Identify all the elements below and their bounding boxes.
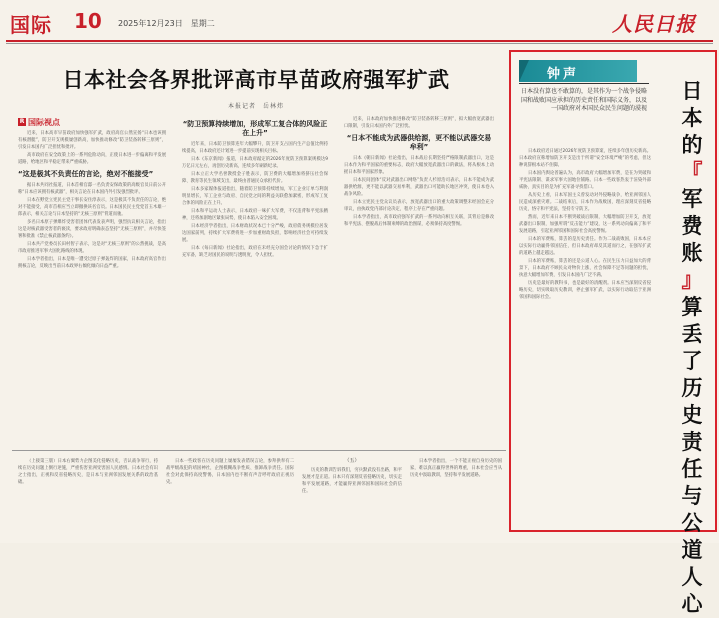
paragraph: 日本立正大学名誉教授金子胜表示，防卫费的大幅增加将挤压社会保障、教育等民生领域支出，最终由普通民众承担代价。 — [182, 172, 328, 184]
paragraph: 日本国内舆论普遍认为，高市政府大幅增加军费，是在为突破和平宪法限制、谋求军事大国地位铺路。日本一些政客热衷于渲染外部威胁，真实目的是为扩充军备寻找借口。 — [519, 171, 651, 190]
paragraph: 日本学者指出，高市政府强军扩武的一系列动向相互关联，其背后是修改和平宪法、摆脱战后体制束缚的政治图谋，必须保持高度警惕。 — [344, 215, 494, 227]
article-headline: 日本社会各界批评高市早苗政府强军扩武 — [62, 68, 450, 92]
paragraph: 日本政府近日通过2026年度防卫预算案，连续多年创历史新高。日本政府宣称增加防卫开支是出于所谓“安全环境严峻”的考虑，但这种说辞根本站不住脚。 — [519, 149, 651, 168]
paragraph: 日本《东京新闻》报道，日本政府敲定的2026年度防卫预算案规模达9万亿日元左右，再创历史新高，连续多年刷新纪录。 — [182, 157, 328, 169]
paragraph: 日本《每日新闻》社论指出，政府在未经充分国会讨论的情况下急于扩充军备，缺乏对国民的说明与透明度，令人担忧。 — [182, 246, 328, 258]
newspaper-masthead-logo: 人民日报 — [612, 12, 696, 36]
section-divider — [12, 450, 506, 451]
title-quote-open: 『 — [681, 160, 703, 184]
r-logo-icon: R — [19, 118, 25, 125]
paragraph: 近来，日本高市早苗政府加快强军扩武，政府高官公然宣扬“日本也该拥有核潜艇”，防卫开支规模屡创新高，加快推动修改“防卫装备转移三原则”，引发日本国内广泛担忧和批评。 — [18, 131, 166, 150]
article-column-1 — [18, 116, 166, 446]
paragraph: 高市政府在安全政策上的一系列危险动向，正使日本进一步偏离和平发展道路，给地区和平稳定带来严重威胁。 — [18, 153, 166, 165]
title-part: 军 费 账 — [681, 187, 703, 265]
header-divider-thin — [6, 43, 713, 44]
paragraph: （上接第三版）日本右翼势力企图美化侵略历史，否认战争罪行，持续在历史问题上倒行逆施，严重伤害亚洲受害国人民感情。日本社会有识之士指出，正视和反省侵略历史，是日本与亚洲邻国发展关系的政治基础。 — [18, 459, 158, 485]
page-number: 10 — [74, 9, 102, 33]
column-badge — [18, 118, 166, 126]
subheading: “日本不能成为武器供给源，更不能以武器交易牟利” — [346, 134, 492, 151]
paragraph: 日本多家媒体报道指出，随着防卫预算持续增加，军工企业订单与利润明显增长，军工企业与政府、自民党之间的利益关联愈加紧密，形成军工复合体的风险正在上升。 — [182, 187, 328, 206]
column-badge-label: 国际视点 — [28, 117, 60, 127]
article-column-3 — [344, 116, 494, 446]
paragraph: 日本学者指出，日本是唯一遭受过原子弹轰炸的国家，日本政府高官作出拥核言论，反映出当前日本政界右倾化倾向日益严重。 — [18, 257, 166, 269]
bottom-column-1 — [18, 458, 158, 543]
bottom-column-3 — [302, 458, 402, 543]
commentary-body — [519, 148, 651, 526]
bottom-column-4 — [410, 458, 502, 543]
paragraph: 日本和平运动人士表示，日本政府一味扩大军费，不仅违背和平宪法精神，还将加剧地区紧张局势，使日本陷入安全困境。 — [182, 209, 328, 221]
main-article — [6, 46, 506, 543]
page-header — [0, 0, 719, 44]
header-divider — [6, 40, 713, 42]
paragraph: 历史是最好的教科书，也是最好的清醒剂。日本应当深刻反省侵略历史，切实吸取历史教训，停止强军扩武，以实际行动取信于亚洲邻国和国际社会。 — [519, 281, 651, 300]
paragraph: 日本经济学者指出，日本财政状况本已十分严峻，政府债务规模位居发达国家前列，持续扩大军费将进一步加重财政负担，影响经济社会可持续发展。 — [182, 224, 328, 243]
commentary-deck: 日本没有算也不敢算的，是其作为一个战争侵略国和战败国应承担的历史责任和国际义务，以及一国政府对本国民众民生问题的漠视 — [521, 88, 648, 112]
commentary-title — [677, 78, 707, 618]
paragraph: 历史的教训告诉我们，穷兵黩武没有出路，和平发展才是正道。日本只有深刻反省侵略历史，切实走和平发展道路，才能赢得亚洲邻国和国际社会的信任。 — [302, 468, 402, 494]
paragraph: 日本民间团体“反对武器出口网络”负责人杉原浩司表示，日本不能成为武器供给源，更不能以武器交易牟利，武器出口可能助长地区冲突，使日本卷入战争风险。 — [344, 178, 494, 197]
article-column-2 — [182, 116, 328, 446]
paragraph: 日本在野党立宪民主党干事长安住淳表示，这是极其不负责任的言论，绝对不能接受，高市首相应当立即撤换该名官员。日本国民民主党党首玉木雄一郎表示，相关言论与日本坚持的“无核三原则”背道而驰。 — [18, 198, 166, 217]
commentary-sidebar — [509, 50, 717, 616]
paragraph: 日本的军费账，算丢的是历史责任。作为二战战败国，日本本应以实际行动赢得邻国信任，但日本政府却反其道而行之，在强军扩武的道路上越走越远。 — [519, 237, 651, 256]
title-part: 日 本 的 — [681, 79, 703, 157]
subheading: “这是极其不负责任的言论，绝对不能接受” — [18, 170, 154, 178]
bottom-column-2 — [166, 458, 294, 543]
column-banner-label: 钟声 — [547, 67, 580, 82]
paragraph: 日本立宪民主党众议员表示，放宽武器出口的重大政策调整未经国会充分审议，由执政党内部讨论决定，程序上存在严重问题。 — [344, 200, 494, 212]
paragraph: 多名日本原子弹爆炸受害者团体代表发表声明，强烈抗议相关言论，指出这是对核武器受害者的亵渎，要求政府明确表态坚持“无核三原则”，并尽快签署和批准《禁止核武器条约》。 — [18, 220, 166, 239]
title-quote-close: 』 — [681, 268, 703, 292]
article-byline: 本报记者 岳林炜 — [227, 103, 284, 110]
section-label: 国际 — [10, 13, 52, 37]
paragraph: 近年来，日本防卫预算连年大幅攀升，防卫开支占国内生产总值比例持续提高，日本政府还计划进一步提前实现相关目标。 — [182, 142, 328, 154]
paragraph: 日本共产党委员长田村智子表示，这是对“无核三原则”的公然挑战，是高市政府推进军事大国化路线的体现。 — [18, 242, 166, 254]
paragraph: 从历史上看，日本军国主义曾发动对外侵略战争，给亚洲邻国人民造成深重灾难。二战结束后，日本作为战败国，理应深刻反省侵略历史，恪守和平宪法，坚持专守防卫。 — [519, 193, 651, 212]
banner-divider — [519, 83, 649, 84]
paragraph: 近来，日本政府加快推进修改“防卫装备转移三原则”，拟大幅放宽武器出口限制，引发日本国内外广泛担忧。 — [344, 117, 494, 129]
paragraph: 日本的军费账，算丢的还是公道人心。在民生压力日益加大的背景下，日本政府不顾民众对物价上涨、社会保障不足等问题的担忧，执意大幅增加军费，引发日本国内广泛不满。 — [519, 259, 651, 278]
paragraph: 日本学者指出，一个不能正视自身历史的国家，难以真正赢得世界的尊重，日本社会应当从历史中汲取教训，坚持和平发展道路。 — [410, 459, 502, 478]
section-marker: （五） — [344, 458, 360, 464]
paragraph: 日本《朝日新闻》社论指出，日本战后长期坚持严格限制武器出口，这是日本作为和平国家的重要标志，政府大幅放宽武器出口的做法，将从根本上动摇日本和平国家形象。 — [344, 156, 494, 175]
paragraph: 据日本共同社报道，日本首相官邸一名负责安保政策的高级官员日前公开称“日本应该拥有核武器”，相关言论在日本国内外引发强烈批评。 — [18, 183, 166, 195]
issue-date: 2025年12月23日 星期二 — [118, 19, 215, 28]
paragraph: 然而，近年来日本不断突破战后限制，大幅增加防卫开支，放宽武器出口限制，加强所谓“反击能力”建设，这一系列动向偏离了和平发展道路，引起亚洲邻国和国际社会高度警惕。 — [519, 215, 651, 234]
subheading: “防卫预算持续增加，形成军工复合体的风险正在上升” — [182, 120, 328, 137]
column-banner — [519, 60, 637, 82]
title-part: 算 丢 了 历 史 责 任 与 公 道 人 心 — [681, 295, 703, 616]
paragraph: 日本一些政客在历史问题上屡屡发表错误言论，参拜供奉有二战甲级战犯的靖国神社，企图模糊战争性质、推卸战争责任。国际社会对此保持高度警惕，日本国内也不断有声音呼吁政府正视历史。 — [166, 459, 294, 485]
